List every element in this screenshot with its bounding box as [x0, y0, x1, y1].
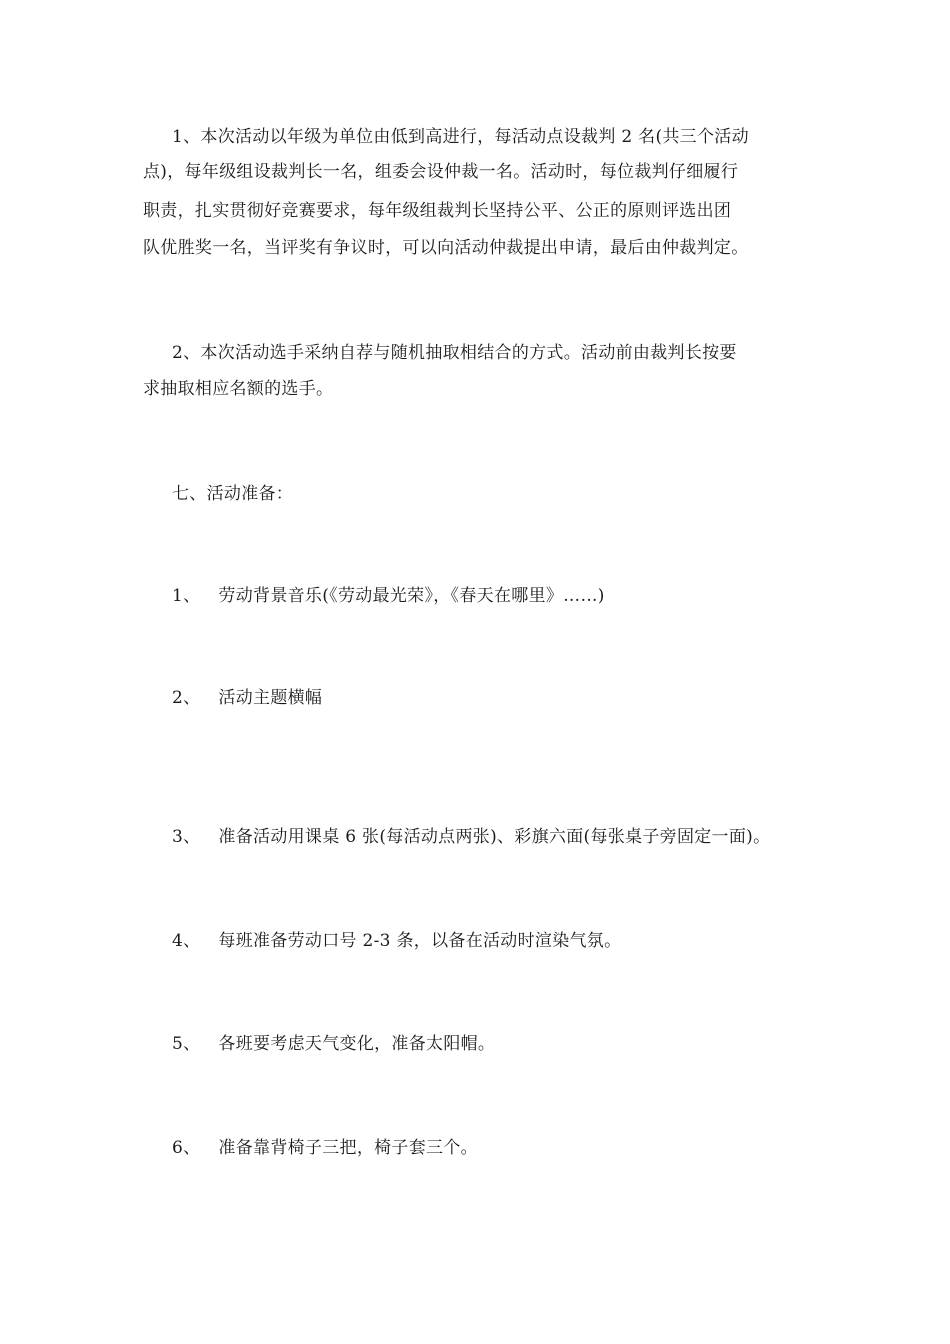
prep-item-number: 1、: [172, 586, 201, 606]
prep-item-number: 2、: [172, 688, 201, 708]
prep-item: [172, 586, 605, 606]
prep-item-text: 各班要考虑天气变化，准备太阳帽。: [218, 1034, 496, 1054]
paragraph-1-line-1: 1、本次活动以年级为单位由低到高进行，每活动点设裁判 2 名(共三个活动: [172, 127, 749, 147]
paragraph-1-line-3: 职责，扎实贯彻好竞赛要求，每年级组裁判长坚持公平、公正的原则评选出团: [143, 201, 732, 221]
prep-item: [172, 827, 770, 847]
prep-item: [172, 1034, 495, 1054]
prep-item-number: 4、: [172, 931, 201, 951]
prep-item: [172, 1138, 478, 1158]
prep-item-text: 活动主题横幅: [218, 688, 323, 708]
prep-item-number: 6、: [172, 1138, 201, 1158]
paragraph-1-line-2: 点)，每年级组设裁判长一名，组委会设仲裁一名。活动时，每位裁判仔细履行: [143, 162, 739, 182]
prep-item: [172, 688, 322, 708]
prep-item-number: 5、: [172, 1034, 201, 1054]
prep-item-text: 准备活动用课桌 6 张(每活动点两张)、彩旗六面(每张桌子旁固定一面)。: [218, 827, 771, 847]
paragraph-2-line-2: 求抽取相应名额的选手。: [143, 379, 334, 399]
prep-item: [172, 931, 621, 951]
prep-item-text: 准备靠背椅子三把，椅子套三个。: [218, 1138, 478, 1158]
section-heading: 七、活动准备：: [172, 484, 294, 504]
prep-item-text: 每班准备劳动口号 2-3 条，以备在活动时渲染气氛。: [218, 931, 622, 951]
paragraph-2-line-1: 2、本次活动选手采纳自荐与随机抽取相结合的方式。活动前由裁判长按要: [172, 343, 737, 363]
prep-item-number: 3、: [172, 827, 201, 847]
paragraph-1-line-4: 队优胜奖一名，当评奖有争议时，可以向活动仲裁提出申请，最后由仲裁判定。: [143, 238, 749, 258]
prep-item-text: 劳动背景音乐(《劳动最光荣》，《春天在哪里》……): [218, 586, 605, 606]
